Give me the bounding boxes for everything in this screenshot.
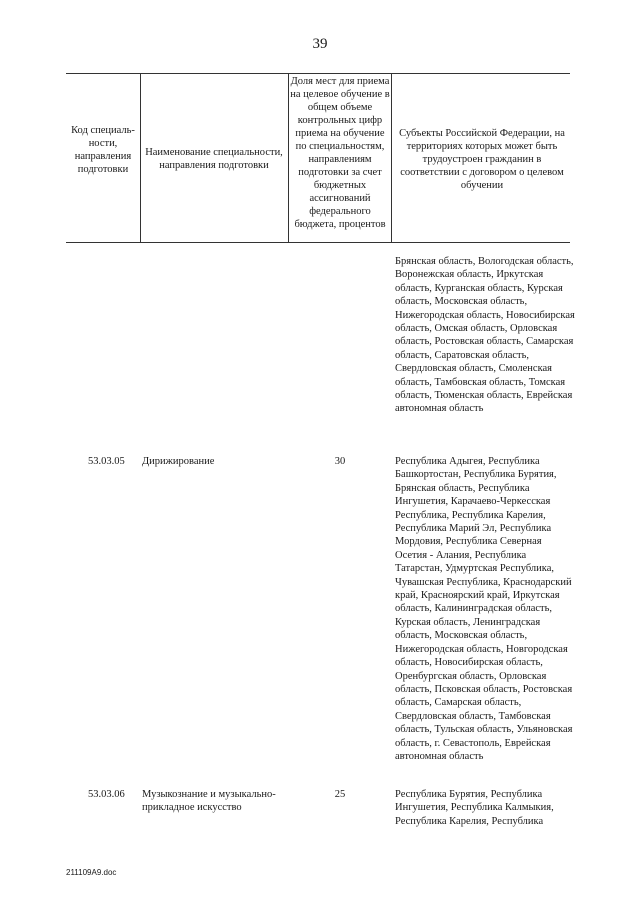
- cell-name: Музыкознание и музыкально-прикладное искусство: [142, 789, 276, 814]
- footer-filename: 211109A9.doc: [66, 868, 117, 877]
- column-divider: [140, 73, 141, 242]
- page-number: 39: [312, 36, 328, 52]
- cell-subjects: Республика Бурятия, Республика Ингушетия, Республика Калмыкия, Республика Карелия, Республика: [395, 789, 554, 827]
- cell-subjects: Брянская область, Вологодская область, Воронежская область, Иркутская область, Курганская область, Курская область, Московская область, Нижегородская область, Новосибирская область, Омская область, Орловская область, Ростовская область, Самарская область, Саратовская область, Свердловская область, Смоленская область, Тамбовская область, Томская область, Тюменская область, Еврейская автономная область: [395, 256, 575, 415]
- header-code: Код специаль-ности, направления подготовки: [71, 125, 135, 175]
- cell-code: 53.03.05: [88, 456, 125, 467]
- table-header-bottom-rule: [66, 242, 570, 243]
- cell-share: 30: [334, 456, 346, 467]
- cell-name: Дирижирование: [142, 456, 215, 467]
- cell-subjects: Республика Адыгея, Республика Башкортостан, Республика Бурятия, Брянская область, Республика Ингушетия, Карачаево-Черкесская Республика, Республика Карелия, Республика Марий Эл, Республика Мордовия, Республика Северная Осетия - Алания, Республика Татарстан, Удмуртская Республика, Чувашская Республика, Краснодарский край, Красноярский край, Иркутская область, Калининградская область, Курская область, Ленинградская область, Московская область, Нижегородская область, Новгородская область, Новосибирская область, Оренбургская область, Орловская область, Псковская область, Ростовская область, Самарская область, Свердловская область, Тамбовская область, Тульская область, Ульяновская область, г. Севастополь, Еврейская автономная область: [395, 456, 573, 762]
- column-divider: [288, 73, 289, 242]
- header-name: Наименование специальности, направления подготовки: [145, 147, 283, 171]
- cell-code: 53.03.06: [88, 789, 125, 800]
- header-share: Доля мест для приема на целевое обучение в общем объеме контрольных цифр приема на обучение по специальностям, направлениям подготовки за счет бюджетных ассигнований федерального бюджета, процентов: [290, 76, 390, 230]
- column-divider: [391, 73, 392, 242]
- table-top-rule: [66, 73, 570, 74]
- header-subjects: Субъекты Российской Федерации, на территориях которых может быть трудоустроен гражданин в соответствии с договором о целевом обучении: [399, 128, 565, 191]
- cell-share: 25: [334, 789, 346, 800]
